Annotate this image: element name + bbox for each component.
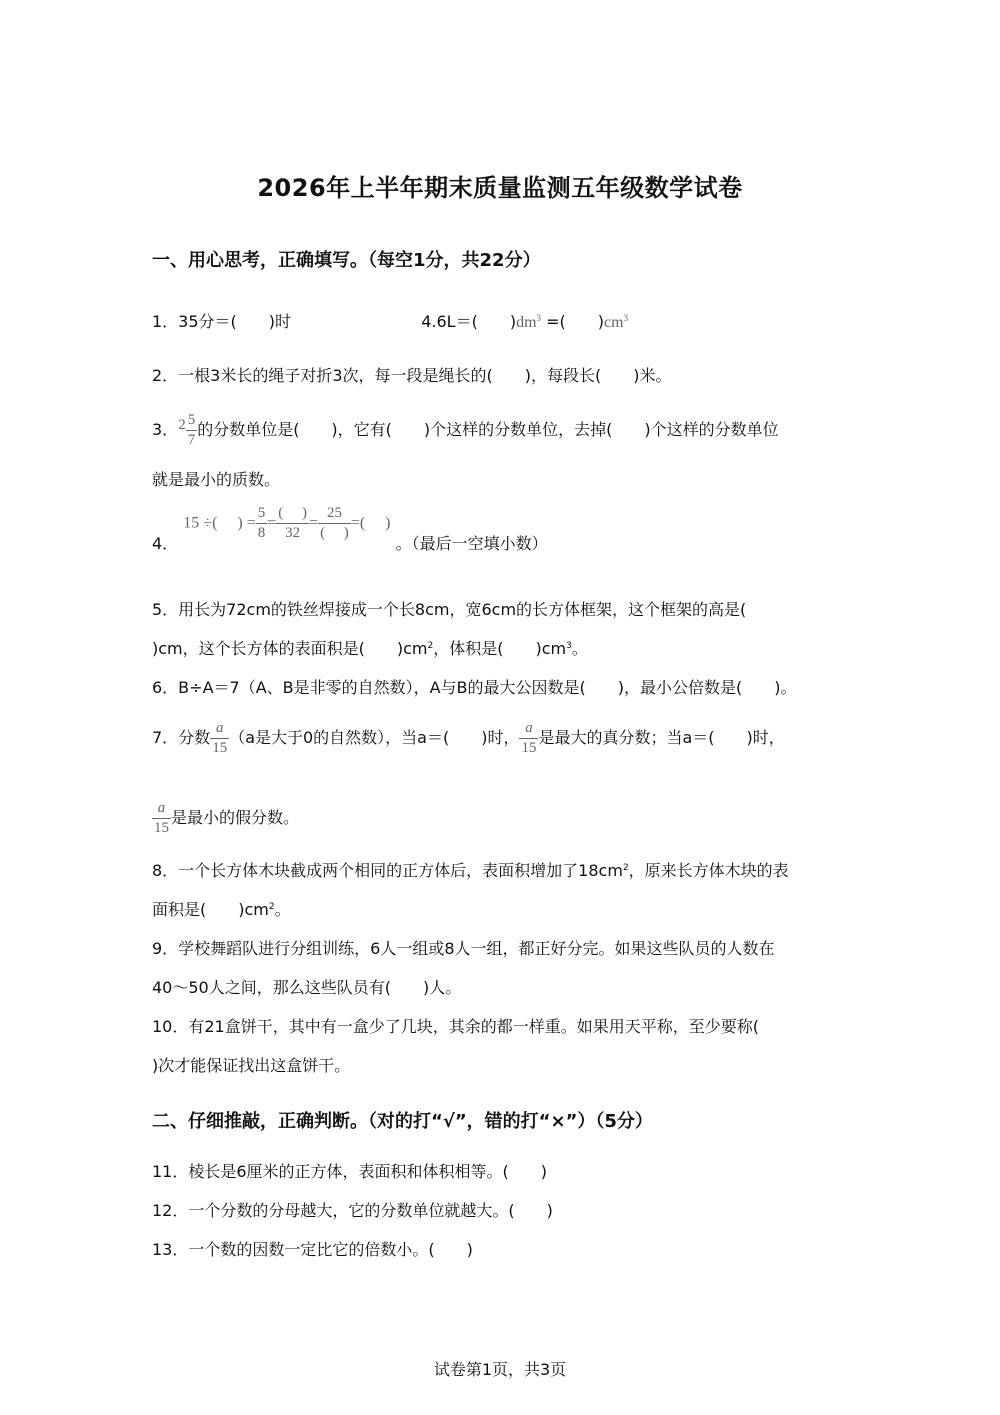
q4-fraction-3: $\frac{25}{( )}$ <box>320 505 349 541</box>
question-7: 7．分数 $\frac{a}{15}$ （a是大于0的自然数），当a＝( )时， $\frac{a}{15}$ 是最大的真分数；当a＝( )时， <box>152 720 785 756</box>
q4-fraction-2: $\frac{( )}{32}$ <box>278 505 308 541</box>
question-13: 13．一个数的因数一定比它的倍数小。( ) <box>152 1240 473 1259</box>
q1-part-b: 4.6L＝( )$dm^3$ =( )$cm^3$ <box>421 312 629 331</box>
question-6: 6．B÷A＝7（A、B是非零的自然数），A与B的最大公因数是( )，最小公倍数是( )。 <box>152 678 797 697</box>
question-7-line2: $\frac{a}{15}$ 是最小的假分数。 <box>154 800 300 836</box>
question-5-line1: 5．用长为72cm的铁丝焊接成一个长8cm，宽6cm的长方体框架，这个框架的高是( <box>152 600 747 619</box>
question-11: 11．棱长是6厘米的正方体，表面积和体积相等。( ) <box>152 1162 548 1181</box>
q3-fraction: $\frac{5}{7}$ <box>187 412 196 448</box>
question-9-line2: 40～50人之间，那么这些队员有( )人。 <box>152 978 462 997</box>
question-9-line1: 9．学校舞蹈队进行分组训练，6人一组或8人一组，都正好分完。如果这些队员的人数在 <box>152 939 775 958</box>
question-12: 12．一个分数的分母越大，它的分数单位就越大。( ) <box>152 1201 553 1220</box>
q7-fraction-1: $\frac{a}{15}$ <box>212 720 228 756</box>
question-10-line2: )次才能保证找出这盒饼干。 <box>152 1056 351 1075</box>
question-3: 3．2 $\frac{5}{7}$ 的分数单位是( )，它有( )个这样的分数单位，去掉( )个这样的分数单位 <box>152 412 779 448</box>
question-5-line2: )cm，这个长方体的表面积是( )$cm^2$，体积是( )$cm^3$。 <box>152 639 588 658</box>
question-3-line2: 就是最小的质数。 <box>152 470 281 489</box>
page-title: 2026年上半年期末质量监测五年级数学试卷 <box>257 174 743 202</box>
question-8-line2: 面积是( )$cm^2$。 <box>152 900 291 919</box>
q3-whole: 2 <box>178 417 186 433</box>
page-footer: 试卷第1页，共3页 <box>433 1360 567 1379</box>
question-10-line1: 10．有21盒饼干，其中有一盒少了几块，其余的都一样重。如果用天平称，至少要称( <box>152 1017 759 1036</box>
question-4: 4． 15 ÷( ) = $\frac{5}{8}$ = $\frac{( )}{32}$ = $\frac{25}{( )}$ =( ) 。（最后一空填小数） <box>152 505 548 553</box>
section-2-heading: 二、仔细推敲，正确判断。（对的打“√”，错的打“×”）（5分） <box>152 1111 653 1132</box>
section-1-heading: 一、用心思考，正确填写。（每空1分，共22分） <box>152 250 541 271</box>
question-8-line1: 8．一个长方体木块截成两个相同的正方体后，表面积增加了$18cm^2$，原来长方体木块的表 <box>152 861 789 880</box>
question-2: 2．一根3米长的绳子对折3次，每一段是绳长的( )，每段长( )米。 <box>152 366 672 385</box>
q1-part-a: 1．35分＝( )时 <box>152 312 292 331</box>
q7-fraction-2: $\frac{a}{15}$ <box>521 720 537 756</box>
q7-fraction-3: $\frac{a}{15}$ <box>154 800 169 836</box>
q4-fraction-1: $\frac{5}{8}$ <box>257 505 266 541</box>
question-1 <box>152 312 628 333</box>
